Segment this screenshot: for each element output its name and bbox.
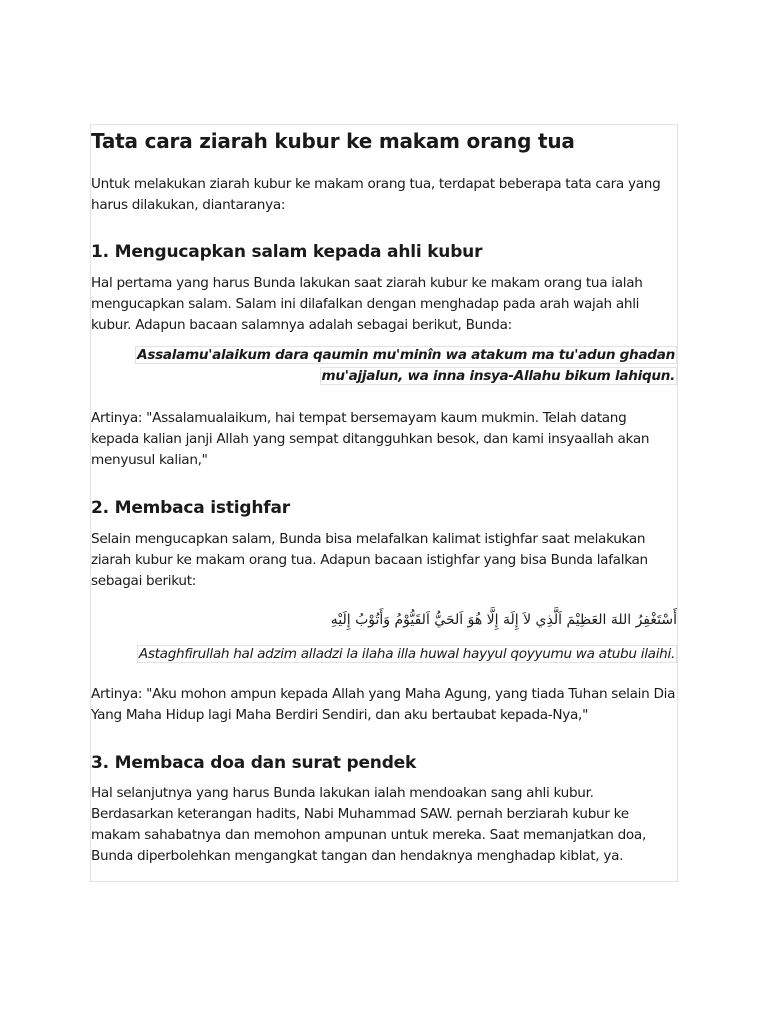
document-page (90, 124, 678, 882)
page-title: Tata cara ziarah kubur ke makam orang tua (91, 129, 575, 153)
section-2-meaning: Artinya: "Aku mohon ampun kepada Allah yang Maha Agung, yang tiada Tuhan selain Dia Yang Maha Hidup lagi Maha Berdiri Sendiri, dan aku bertaubat kepada-Nya," (91, 686, 676, 723)
section-2-heading: 2. Membaca istighfar (91, 498, 290, 518)
istighfar-transliteration (91, 644, 677, 665)
section-3-body: Hal selanjutnya yang harus Bunda lakukan ialah mendoakan sang ahli kubur. Berdasarkan keterangan hadits, Nabi Muhammad SAW. pernah berziarah kubur ke makam sahabatnya dan memohon ampunan untuk mereka. Saat memanjatkan doa, Bunda diperbolehkan mengangkat tangan dan hendaknya menghadap kiblat, ya. (91, 785, 646, 864)
section-1-meaning: Artinya: "Assalamualaikum, hai tempat bersemayam kaum mukmin. Telah datang kepada kalian janji Allah yang sempat ditangguhkan besok, dan kami insyaallah akan menyusul kalian," (91, 410, 650, 468)
salam-quote-line-2: mu'ajjalun, wa inna insya-Allahu bikum lahiqun. (321, 368, 675, 384)
section-1-body: Hal pertama yang harus Bunda lakukan saat ziarah kubur ke makam orang tua ialah mengucapkan salam. Salam ini dilafalkan dengan menghadap pada arah wajah ahli kubur. Adapun bacaan salamnya adalah sebagai berikut, Bunda: (91, 275, 643, 333)
salam-quote (91, 345, 677, 387)
section-2-body: Selain mengucapkan salam, Bunda bisa melafalkan kalimat istighfar saat melakukan ziarah kubur ke makam orang tua. Adapun bacaan istighfar yang bisa Bunda lafalkan sebagai berikut: (91, 531, 648, 589)
section-3-heading: 3. Membaca doa dan surat pendek (91, 753, 417, 773)
intro-paragraph: Untuk melakukan ziarah kubur ke makam orang tua, terdapat beberapa tata cara yang harus dilakukan, diantaranya: (91, 176, 661, 213)
istighfar-transliteration-text: Astaghfirullah hal adzim alladzi la ilaha illa huwal hayyul qoyyumu wa atubu ilaihi. (138, 646, 675, 662)
istighfar-arabic: أَسْتَغْفِرُ اللهَ العَظِيْمَ اَلَّذِي لاَ إِلَهَ إِلَّا هُوَ اَلحَيُّ اَلقَيُّوْمُ وَأَتُوْبُ إِلَيْهِ (330, 612, 677, 628)
salam-quote-line-1: Assalamu'alaikum dara qaumin mu'minîn wa atakum ma tu'adun ghadan (137, 347, 675, 363)
section-1-heading: 1. Mengucapkan salam kepada ahli kubur (91, 242, 483, 262)
